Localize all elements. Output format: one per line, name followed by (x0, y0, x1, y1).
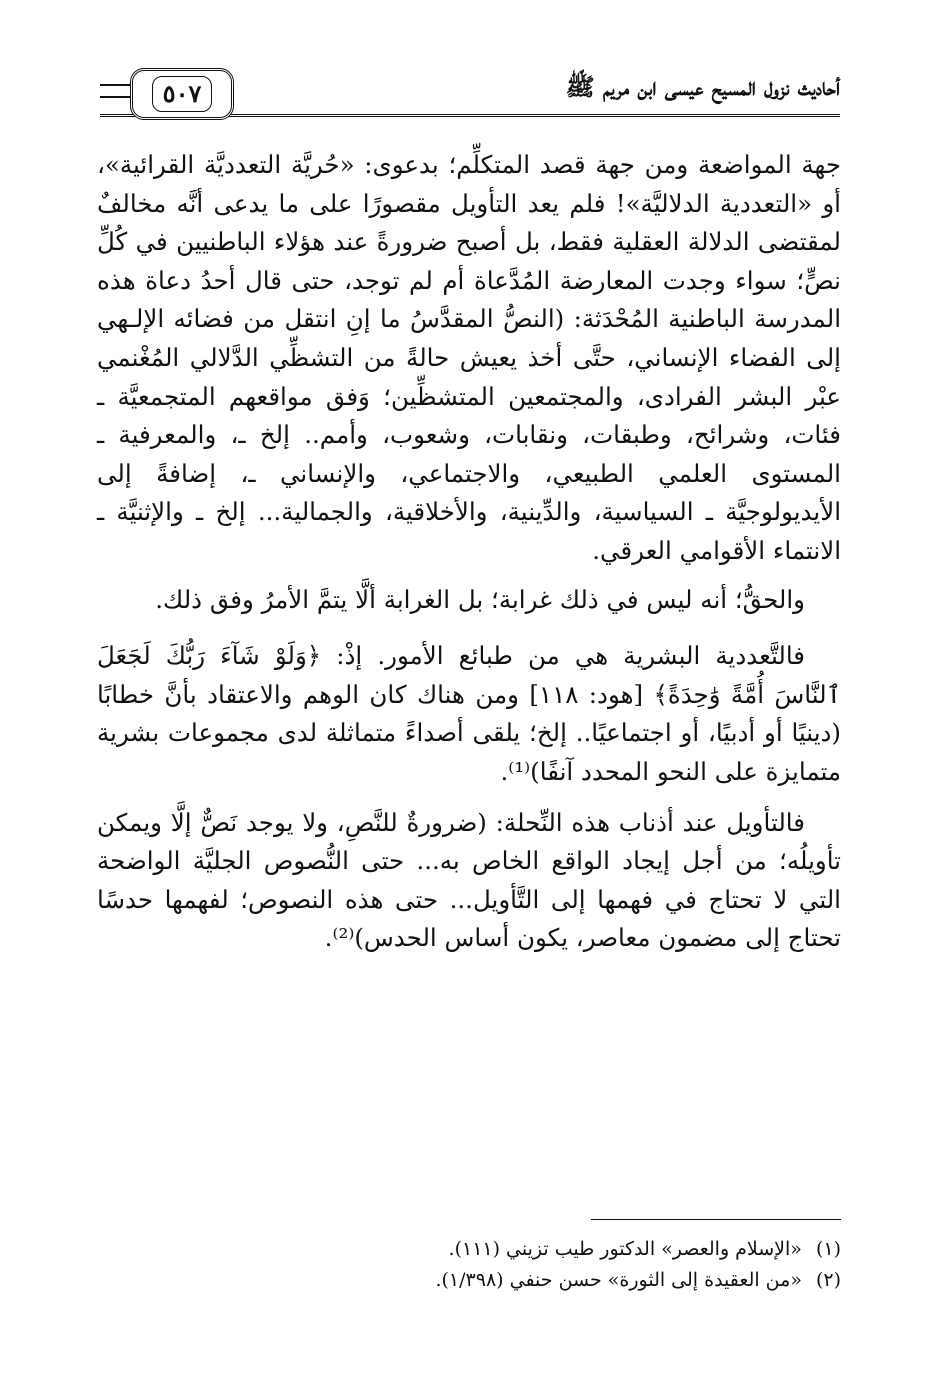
footnote-text: «الإسلام والعصر» الدكتور طيب تزيني (١١١). (448, 1238, 802, 1260)
footnote-number: (٢) (815, 1269, 841, 1291)
running-title: أحاديث نزول المسيح عيسى ابن مريم ﷺ (565, 72, 840, 101)
footnote-item (97, 1234, 841, 1265)
paragraph: جهة المواضعة ومن جهة قصد المتكلِّم؛ بدعوى: «حُريَّة التعدديَّة القرائية»، أو «التعددية الدلاليَّة»! فلم يعد التأويل مقصورًا على ما يدعى أنَّه مخالفٌ لمقتضى الدلالة العقلية فقط، بل أصبح ضرورةً عند هؤلاء الباطنيين في كُلِّ نصٍّ؛ سواء وجدت المعارضة المُدَّعاة أم لم توجد، حتى قال أحدُ دعاة هذه المدرسة الباطنية المُحْدَثة: (النصُّ المقدَّسُ ما إنِ انتقل من فضائه الإلـهي إلى الفضاء الإنساني، حتَّى أخذ يعيش حالةً من التشظِّي الدَّلالي المُغْنمي عبْر البشر الفرادى، والمجتمعين المتشظِّين؛ وَفق مواقعهم المتجمعيَّة ـ فئات، وشرائح، وطبقات، ونقابات، وشعوب، وأمم.. إلخ ـ، والمعرفية ـ المستوى العلمي الطبيعي، والاجتماعي، والإنساني ـ، إضافةً إلى الأيديولوجيَّة ـ السياسية، والدِّينية، والأخلاقية، والجمالية... إلخ ـ والإثنيَّة ـ الانتماء الأقوامي العرقي. (97, 150, 841, 565)
footnote-text: «من العقيدة إلى الثورة» حسن حنفي (١/٣٩٨). (435, 1269, 802, 1291)
running-header (100, 62, 840, 124)
paragraph: فالتأويل عند أذناب هذه النِّحلة: (ضرورةٌ للنَّصِ، ولا يوجد نَصٌّ إلَّا ويمكن تأويلُه؛ من أجل إيجاد الواقع الخاص به... حتى النُّصوص الجليَّة الواضحة التي لا تحتاج في فهمها إلى التَّأويل... حتى هذه النصوص؛ لفهمها حدسًا تحتاج إلى مضمون معاصر، يكون أساس الحدس)⁽²⁾. (97, 807, 841, 953)
page-number-frame (130, 68, 234, 120)
footnotes (97, 1234, 841, 1296)
paragraph: والحقُّ؛ أنه ليس في ذلك غرابة؛ بل الغرابة ألَّا يتمَّ الأمرُ وفق ذلك. (155, 584, 805, 614)
paragraph: فالتَّعددية البشرية هي من طبائع الأمور. إذْ: ﴿وَلَوْ شَآءَ رَبُّكَ لَجَعَلَ ٱلنَّاسَ أُمَّةً وَٰحِدَةً﴾ [هود: ١١٨] ومن هناك كان الوهم والاعتقاد بأنَّ خطابًا (دينيًا أو أدبيًا، أو اجتماعيًا.. إلخ؛ يلقى أصداءً متماثلة لدى مجموعات بشرية متمايزة على النحو المحدد آنفًا)⁽¹⁾. (97, 641, 841, 786)
main-text (97, 146, 841, 958)
footnote-item (97, 1265, 841, 1296)
header-ornament-lines (100, 84, 130, 98)
page-number: ٥٠٧ (152, 76, 213, 112)
footnote-number: (١) (815, 1238, 841, 1260)
footnote-separator (591, 1219, 841, 1220)
